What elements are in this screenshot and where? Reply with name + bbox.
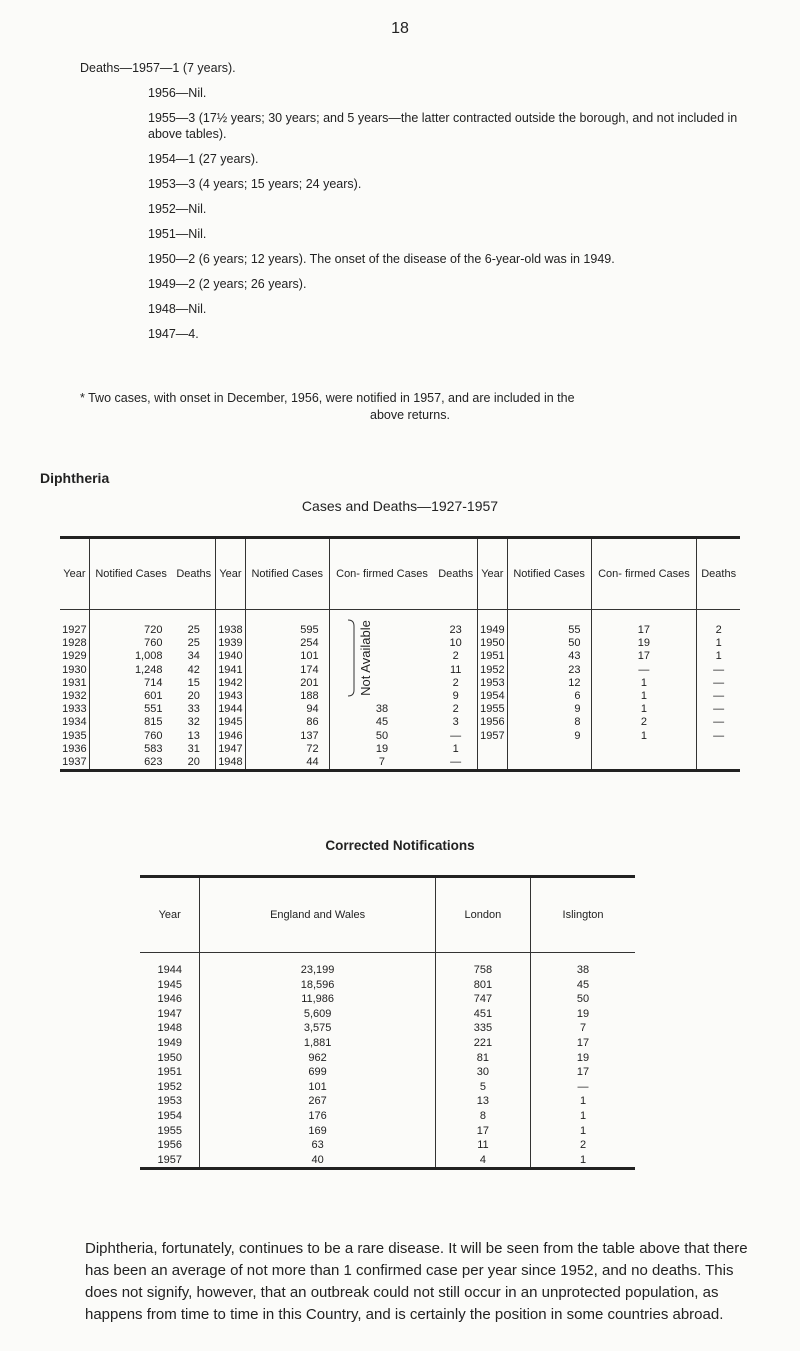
table-cell: 1947 (157, 1007, 182, 1020)
table-row (140, 1109, 635, 1124)
table-cell: 1953 (477, 677, 507, 690)
table-cell: 3,575 (200, 1021, 435, 1036)
footnote-line: above returns. (370, 408, 450, 422)
table-cell: 42 (187, 663, 200, 676)
table-cell: 1955 (477, 703, 507, 716)
table-cell: 815 (89, 716, 172, 729)
table-cell: 19 (531, 1007, 635, 1022)
table-cell: — (697, 690, 740, 703)
table-cell: 1951 (157, 1066, 182, 1079)
table-cell: 1937 (62, 756, 87, 769)
table-cell: — (591, 664, 697, 677)
table-row (140, 978, 635, 993)
table-cell: 1 (531, 1094, 635, 1109)
table-cell: 1945 (157, 978, 182, 991)
table-cell: 1930 (62, 663, 87, 676)
table-row (60, 756, 740, 771)
table-cell: 31 (187, 742, 200, 755)
table-row (140, 1007, 635, 1022)
table-cell: 2 (452, 676, 459, 689)
table-cell: — (697, 664, 740, 677)
table-cell: 1950 (157, 1051, 182, 1064)
table-cell: 1954 (157, 1109, 182, 1122)
table-row (140, 953, 635, 978)
table-cell: 1948 (157, 1022, 182, 1035)
table-cell: 18,596 (200, 978, 435, 993)
table-cell: 20 (187, 756, 200, 769)
table-cell: 4 (435, 1153, 530, 1169)
table-caption: Cases and Deaths—1927-1957 (301, 498, 499, 514)
table-cell: 44 (245, 756, 329, 771)
table-cell: 11,986 (200, 992, 435, 1007)
table-cell: 760 (89, 637, 172, 650)
table-cell: 1948 (216, 756, 246, 771)
table-cell: 1957 (157, 1153, 182, 1166)
column-header: Deaths (172, 538, 215, 610)
column-header: Notified Cases (245, 538, 329, 610)
deaths-item: 1955—3 (17½ years; 30 years; and 5 years—the latter contracted outside the borough, and not included in above tables). (148, 111, 738, 141)
table-cell: 2 (452, 650, 459, 663)
table-cell: 1 (531, 1124, 635, 1139)
table-cell: 623 (89, 756, 172, 771)
table-cell: 19 (591, 637, 697, 650)
table-cell: 1946 (157, 993, 182, 1006)
table-cell: 23,199 (200, 953, 435, 978)
table-cell: 1945 (216, 716, 246, 729)
table-cell (591, 743, 697, 756)
table-cell (477, 743, 507, 756)
table-cell: — (450, 756, 462, 769)
footnote (80, 390, 740, 424)
table-row (60, 716, 740, 729)
table-row (60, 664, 740, 677)
table-cell: 1949 (157, 1036, 182, 1049)
table-row (140, 992, 635, 1007)
table-cell: 1 (531, 1109, 635, 1124)
column-header: Islington (531, 877, 635, 953)
table-cell: 254 (245, 637, 329, 650)
table-cell: 23 (449, 624, 462, 636)
table-cell: 451 (435, 1007, 530, 1022)
table-cell: 1952 (157, 1080, 182, 1093)
table-cell: 1 (697, 650, 740, 663)
table-caption: Corrected Notifications (325, 838, 475, 853)
footnote-line: * Two cases, with onset in December, 1956, were notified in 1957, and are included in the (80, 391, 575, 405)
table-cell: 1932 (62, 690, 87, 703)
table-cell: 2 (697, 610, 740, 638)
table-cell: 2 (531, 1138, 635, 1153)
table-row (60, 650, 740, 663)
table-cell: 17 (531, 1065, 635, 1080)
table-cell: 55 (507, 610, 591, 638)
deaths-item: 1949—2 (2 years; 26 years). (148, 277, 307, 291)
table-cell: 11 (435, 1138, 530, 1153)
table-cell: 20 (187, 690, 200, 703)
table-cell: 50 (507, 637, 591, 650)
table-cell: 94 (245, 703, 329, 716)
closing-paragraph: Diphtheria, fortunately, continues to be a rare disease. It will be seen from the table above that there has been an average of not more than 1 confirmed case per year since 1952, and no deaths. This does not signify, however, that an outbreak could not still occur in an unprotected population, as happens from time to time in this Country, and is certainly the position in some countries abroad. (85, 1240, 748, 1323)
table-cell: 1940 (216, 650, 246, 663)
table-cell: 50 (329, 730, 434, 743)
table-cell: 50 (531, 992, 635, 1007)
table-cell: 17 (591, 610, 697, 638)
table-row (140, 1094, 635, 1109)
column-header: London (435, 877, 530, 953)
table-cell: 221 (435, 1036, 530, 1051)
column-header: Notified Cases (507, 538, 591, 610)
table-cell: 1946 (216, 730, 246, 743)
table-cell: 32 (187, 716, 200, 729)
page-number: 18 (391, 20, 409, 37)
table-cell: 34 (187, 650, 200, 663)
table-cell: 45 (531, 978, 635, 993)
table-cell: 1 (697, 637, 740, 650)
deaths-item: 1954—1 (27 years). (148, 152, 259, 166)
corrected-notifications-table (140, 875, 635, 1170)
table-cell: 1947 (216, 743, 246, 756)
not-available-bracket (342, 618, 382, 698)
deaths-item: Deaths—1957—1 (7 years). (80, 61, 236, 75)
table-cell: 1929 (62, 650, 87, 663)
table-cell: 1,008 (89, 650, 172, 663)
section-heading: Diphtheria (40, 470, 110, 486)
table-cell: 601 (89, 690, 172, 703)
column-header: Year (477, 538, 507, 610)
table-cell: — (531, 1080, 635, 1095)
table-cell: 2 (452, 703, 459, 716)
table-cell: 760 (89, 730, 172, 743)
table-cell: 19 (531, 1051, 635, 1066)
table-cell: — (697, 677, 740, 690)
cases-deaths-table (60, 536, 740, 772)
table-row (140, 1138, 635, 1153)
table-cell: 714 (89, 677, 172, 690)
table-cell: 40 (200, 1153, 435, 1169)
table-cell: 23 (507, 664, 591, 677)
table-cell: — (697, 703, 740, 716)
deaths-list (80, 60, 740, 351)
table-cell (507, 743, 591, 756)
table-cell: 1944 (157, 964, 182, 976)
table-cell: 188 (245, 690, 329, 703)
table-cell: 1954 (477, 690, 507, 703)
table-cell: 25 (187, 624, 200, 636)
table-cell: 7 (531, 1021, 635, 1036)
table-row (140, 1051, 635, 1066)
table-cell: 1943 (216, 690, 246, 703)
table-cell: 11 (449, 663, 462, 676)
table-cell: 5,609 (200, 1007, 435, 1022)
table-cell: 30 (435, 1065, 530, 1080)
table-cell: 699 (200, 1065, 435, 1080)
table-cell: 8 (435, 1109, 530, 1124)
table-cell: 17 (531, 1036, 635, 1051)
table-cell: 1957 (477, 730, 507, 743)
table-cell: 1942 (216, 677, 246, 690)
table-cell: 335 (435, 1021, 530, 1036)
table-cell: 33 (187, 703, 200, 716)
deaths-item: 1956—Nil. (148, 86, 207, 100)
table-cell: 1934 (62, 716, 87, 729)
table-cell: — (697, 730, 740, 743)
table-cell: 86 (245, 716, 329, 729)
table-cell: 9 (452, 690, 459, 703)
table-cell: 8 (507, 716, 591, 729)
table-cell: 1 (591, 677, 697, 690)
table-cell: 595 (245, 610, 329, 638)
table-row (60, 730, 740, 743)
table-cell: 962 (200, 1051, 435, 1066)
table-cell: 10 (449, 637, 462, 650)
table-row (140, 1124, 635, 1139)
deaths-item: 1952—Nil. (148, 202, 207, 216)
table-row (140, 1021, 635, 1036)
table-cell: 1927 (62, 624, 87, 636)
table-cell: 1928 (62, 637, 87, 650)
deaths-item: 1953—3 (4 years; 15 years; 24 years). (148, 177, 362, 191)
table-cell: 176 (200, 1109, 435, 1124)
table-cell: 2 (591, 716, 697, 729)
table-row (140, 1080, 635, 1095)
table-cell: 1 (591, 690, 697, 703)
table-cell: 81 (435, 1051, 530, 1066)
table-row (60, 703, 740, 716)
column-header: England and Wales (200, 877, 435, 953)
table-cell: 758 (435, 953, 530, 978)
column-header: Deaths (434, 538, 477, 610)
table-cell: 1935 (62, 729, 87, 742)
table-cell: 6 (507, 690, 591, 703)
column-header: Year (216, 538, 246, 610)
table-cell: 1939 (216, 637, 246, 650)
table-cell: 15 (187, 676, 200, 689)
table-cell: 13 (187, 729, 200, 742)
table-cell: 3 (452, 716, 459, 729)
table-cell: — (697, 716, 740, 729)
table-cell: 72 (245, 743, 329, 756)
table-cell: 174 (245, 664, 329, 677)
table-row (60, 637, 740, 650)
table-cell: 17 (435, 1124, 530, 1139)
table-row (60, 690, 740, 703)
table-cell: 5 (435, 1080, 530, 1095)
column-header: Deaths (697, 538, 740, 610)
table-cell: 583 (89, 743, 172, 756)
table-cell: 720 (89, 610, 172, 638)
table-cell: 1941 (216, 664, 246, 677)
table-row (140, 1065, 635, 1080)
table-cell (507, 756, 591, 771)
deaths-item: 1948—Nil. (148, 302, 207, 316)
table-cell: 1951 (477, 650, 507, 663)
table-cell: 25 (187, 637, 200, 650)
table-cell: 1 (452, 742, 459, 755)
deaths-item: 1951—Nil. (148, 227, 207, 241)
table-cell: 1,248 (89, 664, 172, 677)
table-cell: 13 (435, 1094, 530, 1109)
table-cell: 43 (507, 650, 591, 663)
table-cell: 201 (245, 677, 329, 690)
table-cell (477, 756, 507, 771)
table-cell: 1953 (157, 1095, 182, 1108)
deaths-item: 1947—4. (148, 327, 199, 341)
table-cell: 747 (435, 992, 530, 1007)
not-available-text: Not Available (358, 620, 373, 696)
table-cell: 1938 (216, 610, 246, 638)
table-cell (697, 743, 740, 756)
table-cell: 1,881 (200, 1036, 435, 1051)
table-cell: 1 (531, 1153, 635, 1169)
table-cell: 45 (329, 716, 434, 729)
table-cell: — (450, 729, 462, 742)
table-cell: 101 (200, 1080, 435, 1095)
table-row (140, 1036, 635, 1051)
table-cell: 801 (435, 978, 530, 993)
table-cell: 1931 (62, 676, 87, 689)
table-cell: 137 (245, 730, 329, 743)
table-cell: 169 (200, 1124, 435, 1139)
table-cell: 63 (200, 1138, 435, 1153)
table-cell: 1933 (62, 703, 87, 716)
table-cell: 1950 (477, 637, 507, 650)
table-cell: 19 (329, 743, 434, 756)
column-header: Notified Cases (89, 538, 172, 610)
column-header: Year (60, 538, 89, 610)
table-row (60, 610, 740, 638)
table-cell: 1944 (216, 703, 246, 716)
table-cell: 1956 (477, 716, 507, 729)
table-cell: 7 (329, 756, 434, 771)
table-cell: 12 (507, 677, 591, 690)
not-available-label (342, 618, 382, 698)
table-cell: 38 (531, 953, 635, 978)
table-cell: 1949 (477, 610, 507, 638)
table-row (60, 743, 740, 756)
table-cell: 1 (591, 730, 697, 743)
column-header: Con- firmed Cases (329, 538, 434, 610)
table-cell: 1 (591, 703, 697, 716)
table-cell: 101 (245, 650, 329, 663)
table-cell: 38 (329, 703, 434, 716)
table-row (60, 677, 740, 690)
table-cell: 1936 (62, 742, 87, 755)
table-cell: 9 (507, 703, 591, 716)
table-cell: 267 (200, 1094, 435, 1109)
table-cell: 551 (89, 703, 172, 716)
table-cell (697, 756, 740, 771)
table-cell: 9 (507, 730, 591, 743)
table-cell: 1952 (477, 664, 507, 677)
table-cell: 1955 (157, 1124, 182, 1137)
table-cell: 17 (591, 650, 697, 663)
column-header: Con- firmed Cases (591, 538, 697, 610)
table-cell (591, 756, 697, 771)
column-header: Year (140, 877, 200, 953)
table-row (140, 1153, 635, 1169)
deaths-item: 1950—2 (6 years; 12 years). The onset of the disease of the 6-year-old was in 1949. (148, 252, 615, 266)
table-cell: 1956 (157, 1139, 182, 1152)
